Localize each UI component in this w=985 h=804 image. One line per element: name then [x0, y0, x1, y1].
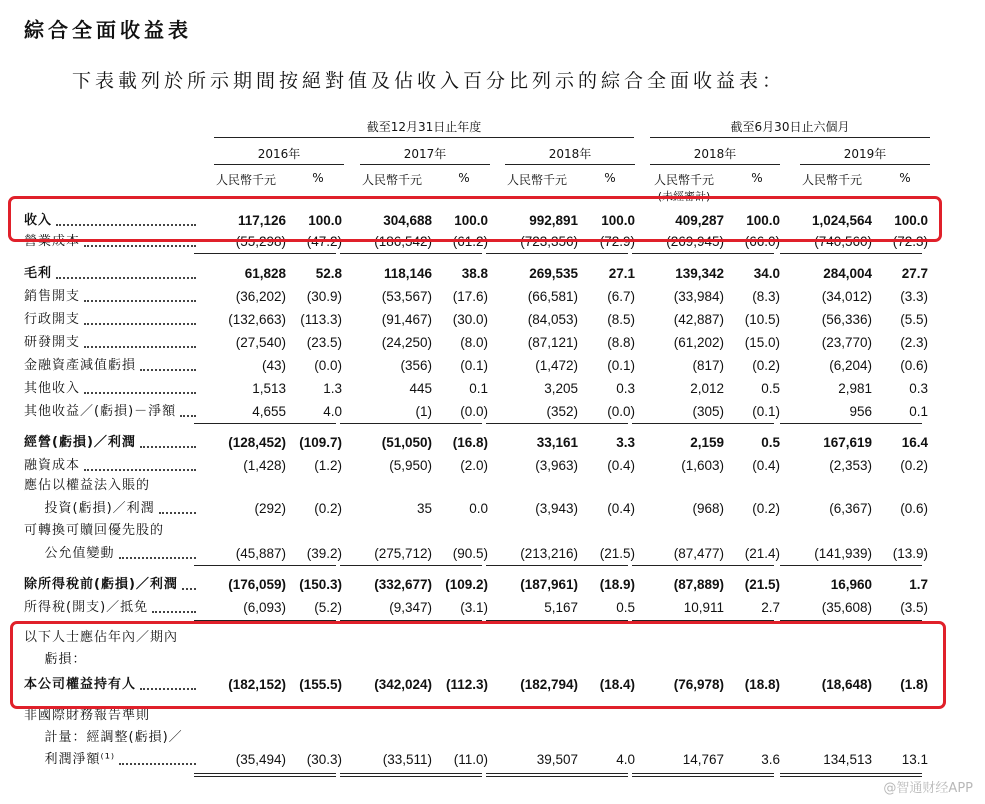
amount-cell: (6,093) [243, 600, 286, 615]
amount-cell: (968) [692, 501, 724, 516]
table-row-rd-expenses [0, 334, 985, 352]
subtotal-rule [780, 253, 922, 254]
percent-cell: (18.9) [599, 577, 635, 592]
percent-cell: (66.0) [744, 234, 780, 249]
percent-cell: 0.5 [616, 600, 635, 615]
row-label: 銷售開支 [24, 289, 81, 304]
percent-cell: (30.9) [306, 289, 342, 304]
percent-cell: (21.4) [744, 546, 780, 561]
subtotal-rule [632, 253, 774, 254]
percent-cell: 4.0 [323, 404, 342, 419]
amount-cell: 2,159 [690, 435, 724, 450]
percent-cell: (0.2) [752, 358, 780, 373]
amount-cell: (51,050) [381, 435, 432, 450]
percent-cell: (0.0) [314, 358, 342, 373]
percent-cell: (21.5) [744, 577, 780, 592]
amount-cell: (332,677) [374, 577, 432, 592]
amount-cell: (182,794) [520, 677, 578, 692]
percent-cell: (0.2) [900, 458, 928, 473]
table-row-non-ifrs-line2 [0, 729, 985, 747]
amount-cell: (817) [692, 358, 724, 373]
subtotal-rule [340, 773, 482, 774]
amount-cell: (6,367) [829, 501, 872, 516]
percent-cell: (21.5) [599, 546, 635, 561]
amount-cell: (213,216) [520, 546, 578, 561]
highlight-box-revenue [8, 196, 942, 242]
amount-cell: (1,472) [535, 358, 578, 373]
amount-cell: (6,204) [829, 358, 872, 373]
amount-cell: (182,152) [228, 677, 286, 692]
amount-cell: 134,513 [823, 752, 872, 767]
percent-cell: 2.7 [761, 600, 780, 615]
row-label: 利潤淨額⁽¹⁾ [24, 752, 116, 767]
percent-cell: (155.5) [299, 677, 342, 692]
group-header-year: 截至12月31日止年度 [366, 120, 482, 134]
col-header-rmb: 人民幣千元 [215, 173, 276, 187]
row-label: 非國際財務報告準則 [24, 708, 151, 723]
subtotal-rule [780, 773, 922, 774]
percent-cell: 1.3 [323, 381, 342, 396]
period-rule [650, 164, 780, 165]
amount-cell: (305) [692, 404, 724, 419]
row-label: 收入 [24, 213, 53, 228]
amount-cell: 284,004 [823, 266, 872, 281]
percent-cell: (47.2) [306, 234, 342, 249]
percent-cell: 0.3 [616, 381, 635, 396]
percent-cell: (0.0) [607, 404, 635, 419]
amount-cell: (2,353) [829, 458, 872, 473]
watermark: @智通财经APP [883, 781, 973, 796]
percent-cell: (90.5) [452, 546, 488, 561]
period-rule [505, 164, 635, 165]
subtotal-rule [194, 423, 336, 424]
row-label: 經營(虧損)／利潤 [24, 435, 136, 450]
row-label: 計量：經調整(虧損)／ [24, 730, 183, 745]
amount-cell: (5,950) [389, 458, 432, 473]
percent-cell: (150.3) [299, 577, 342, 592]
percent-cell: (18.4) [599, 677, 635, 692]
percent-cell: (39.2) [306, 546, 342, 561]
subtotal-rule [486, 776, 628, 777]
amount-cell: (3,963) [535, 458, 578, 473]
table-row-finance-costs [0, 457, 985, 475]
percent-cell: (23.5) [306, 335, 342, 350]
amount-cell: (53,567) [381, 289, 432, 304]
table-row-other-gains [0, 403, 985, 421]
period-2017: 2017年 [403, 147, 447, 161]
row-label: 行政開支 [24, 312, 81, 327]
amount-cell: 409,287 [675, 213, 724, 228]
table-row-non-ifrs-line1 [0, 707, 985, 725]
percent-cell: 100.0 [601, 213, 635, 228]
percent-cell: (8.3) [752, 289, 780, 304]
table-row-equity-method-line2 [0, 500, 985, 518]
amount-cell: (61,202) [673, 335, 724, 350]
percent-cell: (5.2) [314, 600, 342, 615]
amount-cell: 956 [849, 404, 872, 419]
subtotal-rule [632, 776, 774, 777]
amount-cell: (24,250) [381, 335, 432, 350]
col-header-pct: % [604, 171, 616, 185]
subtotal-rule [340, 423, 482, 424]
amount-cell: (9,347) [389, 600, 432, 615]
percent-cell: (113.3) [300, 312, 342, 327]
amount-cell: 61,828 [244, 266, 286, 281]
amount-cell: (3,943) [535, 501, 578, 516]
percent-cell: (0.1) [752, 404, 780, 419]
row-label: 所得稅(開支)／抵免 [24, 600, 149, 615]
group-header-half-rule [650, 137, 930, 138]
amount-cell: (35,494) [235, 752, 286, 767]
amount-cell: 16,960 [830, 577, 872, 592]
amount-cell: (269,945) [666, 234, 724, 249]
amount-cell: 139,342 [675, 266, 724, 281]
table-row-selling-expenses [0, 288, 985, 306]
row-label: 營業成本 [24, 234, 81, 249]
table-row-gross-profit [0, 265, 985, 283]
subtotal-rule [632, 773, 774, 774]
amount-cell: (352) [546, 404, 578, 419]
percent-cell: 0.5 [761, 435, 780, 450]
percent-cell: (15.0) [744, 335, 780, 350]
percent-cell: (8.5) [607, 312, 635, 327]
percent-cell: 0.3 [909, 381, 928, 396]
percent-cell: (112.3) [445, 677, 488, 692]
percent-cell: 38.8 [461, 266, 488, 281]
percent-cell: 27.1 [608, 266, 635, 281]
percent-cell: (0.6) [900, 501, 928, 516]
amount-cell: 117,126 [237, 213, 286, 228]
table-row-impairment-loss [0, 357, 985, 375]
amount-cell: 992,891 [529, 213, 578, 228]
row-label: 本公司權益持有人 [24, 677, 137, 692]
amount-cell: 445 [409, 381, 432, 396]
percent-cell: (72.9) [599, 234, 635, 249]
percent-cell: (0.6) [900, 358, 928, 373]
table-row-fv-change-line1 [0, 522, 985, 540]
row-label: 研發開支 [24, 335, 81, 350]
amount-cell: 39,507 [536, 752, 578, 767]
percent-cell: 100.0 [454, 213, 488, 228]
percent-cell: 100.0 [308, 213, 342, 228]
page-title: 綜合全面收益表 [24, 18, 192, 42]
table-row-other-income [0, 380, 985, 398]
percent-cell: (8.0) [460, 335, 488, 350]
col-header-pct: % [458, 171, 470, 185]
row-label: 毛利 [24, 266, 53, 281]
leader-dots [56, 277, 196, 279]
percent-cell: (0.2) [752, 501, 780, 516]
amount-cell: (132,663) [228, 312, 286, 327]
amount-cell: 167,619 [823, 435, 872, 450]
highlight-box-attributable-loss [10, 621, 946, 709]
table-row-admin-expenses [0, 311, 985, 329]
row-label: 除所得稅前(虧損)／利潤 [24, 577, 178, 592]
col-header-rmb: 人民幣千元 [801, 173, 862, 187]
percent-cell: (16.8) [452, 435, 488, 450]
percent-cell: 3.6 [761, 752, 780, 767]
subtotal-rule [486, 423, 628, 424]
table-row-non-ifrs-line3 [0, 751, 985, 769]
percent-cell: (1.8) [900, 677, 928, 692]
amount-cell: (45,887) [235, 546, 286, 561]
row-label: 可轉換可贖回優先股的 [24, 523, 165, 538]
period-rule [214, 164, 344, 165]
amount-cell: 35 [416, 501, 432, 516]
amount-cell: 118,146 [383, 266, 432, 281]
subtotal-rule [194, 565, 336, 566]
amount-cell: (356) [400, 358, 432, 373]
percent-cell: (109.7) [299, 435, 342, 450]
percent-cell: (0.2) [314, 501, 342, 516]
amount-cell: (1,603) [681, 458, 724, 473]
subtotal-rule [780, 423, 922, 424]
period-rule [800, 164, 930, 165]
row-label: 投資(虧損)／利潤 [24, 501, 155, 516]
amount-cell: (35,608) [821, 600, 872, 615]
amount-cell: (66,581) [527, 289, 578, 304]
period-2016: 2016年 [257, 147, 301, 161]
percent-cell: 1.7 [909, 577, 928, 592]
percent-cell: 16.4 [901, 435, 928, 450]
percent-cell: 0.1 [469, 381, 488, 396]
percent-cell: (0.1) [607, 358, 635, 373]
percent-cell: (18.8) [744, 677, 780, 692]
subtotal-rule [486, 565, 628, 566]
percent-cell: (0.0) [460, 404, 488, 419]
percent-cell: (61.2) [452, 234, 488, 249]
amount-cell: 304,688 [383, 213, 432, 228]
percent-cell: (1.2) [314, 458, 342, 473]
intro-text: 下表載列於所示期間按絕對值及佔收入百分比列示的綜合全面收益表： [72, 70, 786, 92]
amount-cell: (84,053) [527, 312, 578, 327]
amount-cell: 14,767 [682, 752, 724, 767]
percent-cell: 27.7 [901, 266, 928, 281]
subtotal-rule [194, 776, 336, 777]
subtotal-rule [632, 423, 774, 424]
row-label: 虧損： [24, 652, 87, 667]
percent-cell: (13.9) [892, 546, 928, 561]
percent-cell: (0.4) [752, 458, 780, 473]
amount-cell: (76,978) [673, 677, 724, 692]
table-row-income-tax [0, 599, 985, 617]
period-2018: 2018年 [548, 147, 592, 161]
percent-cell: 3.3 [616, 435, 635, 450]
row-label: 應佔以權益法入賬的 [24, 478, 151, 493]
amount-cell: (43) [261, 358, 286, 373]
amount-cell: (33,511) [382, 752, 432, 767]
amount-cell: (187,961) [520, 577, 578, 592]
col-header-rmb: 人民幣千元 [361, 173, 422, 187]
amount-cell: 2,012 [690, 381, 724, 396]
amount-cell: (292) [254, 501, 286, 516]
amount-cell: 33,161 [536, 435, 578, 450]
col-header-rmb: 人民幣千元 [506, 173, 567, 187]
amount-cell: (18,648) [821, 677, 872, 692]
subtotal-rule [486, 253, 628, 254]
percent-cell: 0.0 [469, 501, 488, 516]
table-row-loss-before-tax [0, 576, 985, 594]
amount-cell: 1,513 [252, 381, 286, 396]
row-label: 公允值變動 [24, 546, 115, 561]
percent-cell: (2.3) [900, 335, 928, 350]
percent-cell: (5.5) [900, 312, 928, 327]
percent-cell: (109.2) [445, 577, 488, 592]
amount-cell: (128,452) [228, 435, 286, 450]
amount-cell: (1) [415, 404, 432, 419]
amount-cell: 3,205 [544, 381, 578, 396]
amount-cell: 269,535 [529, 266, 578, 281]
percent-cell: 13.1 [901, 752, 928, 767]
amount-cell: 1,024,564 [811, 213, 872, 228]
percent-cell: (11.0) [453, 752, 488, 767]
percent-cell: 100.0 [894, 213, 928, 228]
percent-cell: (72.3) [892, 234, 928, 249]
amount-cell: (141,939) [814, 546, 872, 561]
percent-cell: (0.1) [460, 358, 488, 373]
percent-cell: (30.0) [452, 312, 488, 327]
table-row-operating-profit [0, 434, 985, 452]
period-2019-h1: 2019年 [843, 147, 887, 161]
period-rule [360, 164, 490, 165]
amount-cell: (55,298) [235, 234, 286, 249]
amount-cell: 2,981 [838, 381, 872, 396]
col-header-pct: % [312, 171, 324, 185]
subtotal-rule [780, 565, 922, 566]
amount-cell: 10,911 [683, 600, 724, 615]
amount-cell: (87,889) [673, 577, 724, 592]
row-label: 融資成本 [24, 458, 81, 473]
amount-cell: (87,477) [673, 546, 724, 561]
subtotal-rule [486, 773, 628, 774]
col-header-unaudited: (未經審計) [657, 190, 711, 203]
amount-cell: (87,121) [527, 335, 578, 350]
amount-cell: 4,655 [252, 404, 286, 419]
group-header-half: 截至6月30日止六個月 [730, 120, 850, 134]
percent-cell: 52.8 [315, 266, 342, 281]
percent-cell: (0.4) [607, 501, 635, 516]
amount-cell: (176,059) [228, 577, 286, 592]
subtotal-rule [340, 776, 482, 777]
percent-cell: 4.0 [616, 752, 635, 767]
percent-cell: (17.6) [452, 289, 488, 304]
subtotal-rule [632, 565, 774, 566]
row-label: 以下人士應佔年內／期內 [24, 630, 179, 645]
row-label: 金融資產減值虧損 [24, 358, 137, 373]
subtotal-rule [194, 773, 336, 774]
amount-cell: (91,467) [381, 312, 432, 327]
percent-cell: 34.0 [753, 266, 780, 281]
percent-cell: (3.5) [900, 600, 928, 615]
subtotal-rule [340, 565, 482, 566]
percent-cell: (30.3) [306, 752, 342, 767]
amount-cell: (23,770) [821, 335, 872, 350]
amount-cell: (42,887) [673, 312, 724, 327]
amount-cell: (342,024) [374, 677, 432, 692]
percent-cell: (6.7) [607, 289, 635, 304]
subtotal-rule [340, 253, 482, 254]
subtotal-rule [194, 253, 336, 254]
amount-cell: (1,428) [243, 458, 286, 473]
period-2018-h1: 2018年 [693, 147, 737, 161]
row-label: 其他收益／(虧損)－淨額 [24, 404, 177, 419]
amount-cell: 5,167 [544, 600, 578, 615]
amount-cell: (56,336) [821, 312, 872, 327]
percent-cell: (2.0) [460, 458, 488, 473]
percent-cell: 0.1 [909, 404, 928, 419]
percent-cell: 100.0 [746, 213, 780, 228]
amount-cell: (275,712) [374, 546, 432, 561]
percent-cell: (10.5) [744, 312, 780, 327]
amount-cell: (723,356) [520, 234, 578, 249]
table-row-equity-method-line1 [0, 477, 985, 495]
col-header-pct: % [751, 171, 763, 185]
group-header-year-rule [214, 137, 634, 138]
amount-cell: (186,542) [374, 234, 432, 249]
amount-cell: (34,012) [821, 289, 872, 304]
col-header-rmb: 人民幣千元 [653, 173, 714, 187]
percent-cell: (0.4) [607, 458, 635, 473]
percent-cell: (3.3) [900, 289, 928, 304]
percent-cell: (3.1) [460, 600, 488, 615]
col-header-pct: % [899, 171, 911, 185]
amount-cell: (36,202) [235, 289, 286, 304]
table-row-fv-change-line2 [0, 545, 985, 563]
row-label: 其他收入 [24, 381, 81, 396]
amount-cell: (33,984) [673, 289, 724, 304]
percent-cell: (8.8) [607, 335, 635, 350]
amount-cell: (740,560) [814, 234, 872, 249]
amount-cell: (27,540) [235, 335, 286, 350]
percent-cell: 0.5 [761, 381, 780, 396]
